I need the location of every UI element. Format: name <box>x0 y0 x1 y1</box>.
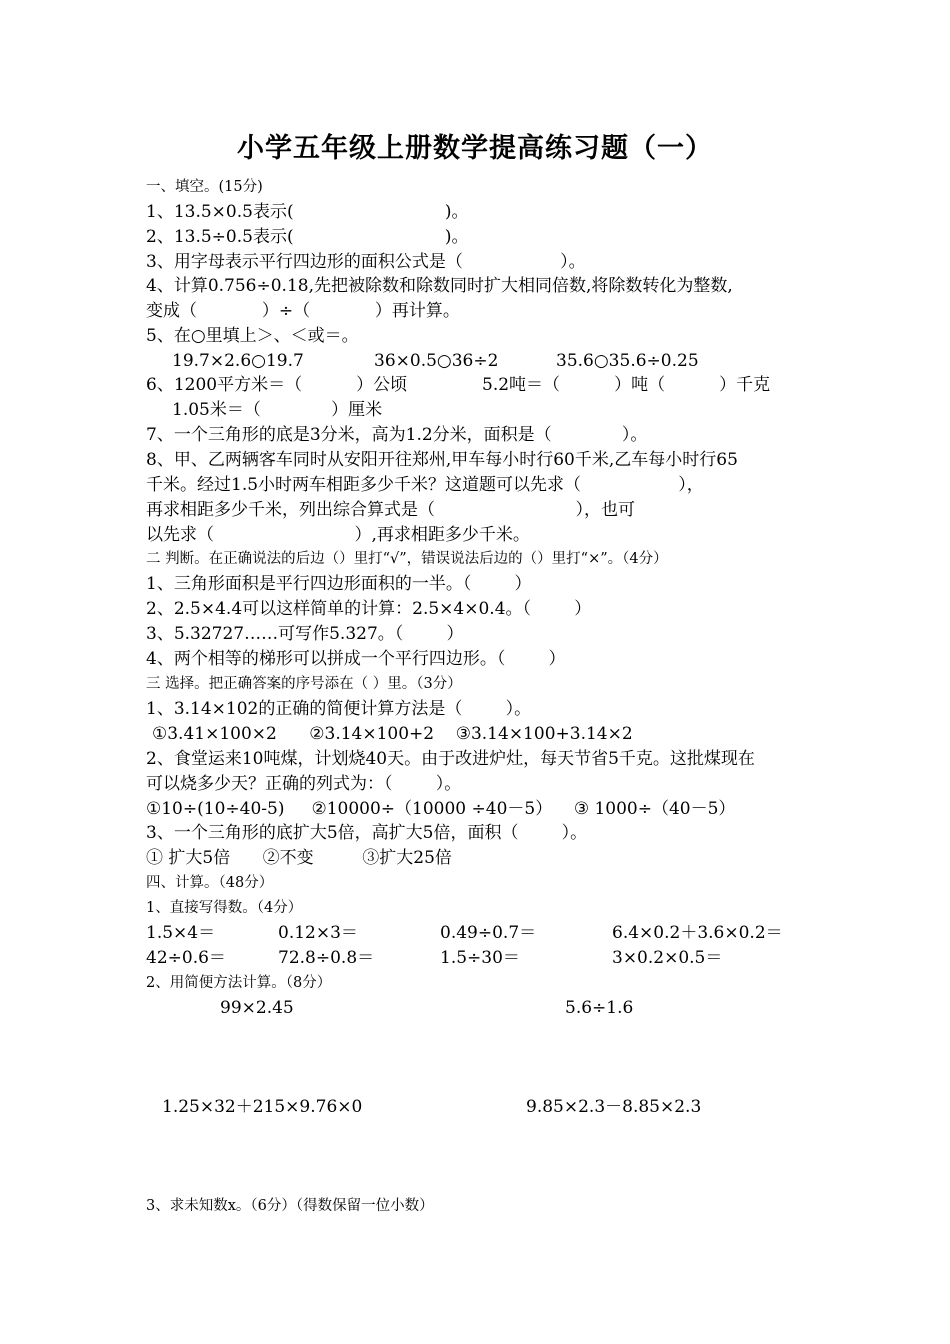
section-choice-heading: 三 选择。把正确答案的序号添在（ ）里。（3分） <box>146 676 462 692</box>
page-title: 小学五年级上册数学提高练习题（一） <box>237 133 713 164</box>
choice-q2-line1: 2、食堂运来10吨煤，计划烧40天。由于改进炉灶，每天节省5千克。这批煤现在 <box>146 749 755 769</box>
calc-part2-heading: 2、用简便方法计算。（8分） <box>146 975 332 991</box>
simplify-item-3: 1.25×32＋215×9.76×0 <box>162 1097 363 1117</box>
section-judge-heading: 二 判断。在正确说法的后边（）里打“√”，错误说法后边的（）里打“×”。（4分） <box>146 551 668 567</box>
simplify-item-2: 5.6÷1.6 <box>565 998 634 1018</box>
calc-item: 6.4×0.2＋3.6×0.2＝ <box>612 923 783 943</box>
calc-item: 72.8÷0.8＝ <box>278 948 375 968</box>
judge-q1: 1、三角形面积是平行四边形面积的一半。（ ） <box>146 574 532 594</box>
calc-part3-heading: 3、求未知数x。（6分）（得数保留一位小数） <box>146 1198 434 1214</box>
judge-q2: 2、2.5×4.4可以这样简单的计算：2.5×4×0.4。（ ） <box>146 599 592 619</box>
fill-q8-line3: 再求相距多少千米，列出综合算式是（ ），也可 <box>146 500 635 520</box>
section-calc-heading: 四、计算。（48分） <box>146 875 274 891</box>
fill-q4-line1: 4、计算0.756÷0.18,先把被除数和除数同时扩大相同倍数,将除数转化为整数, <box>146 276 733 296</box>
fill-q6-line1-b: 5.2吨＝（ ）吨（ ）千克 <box>482 375 771 395</box>
simplify-item-1: 99×2.45 <box>220 998 294 1018</box>
calc-item: 0.12×3＝ <box>278 923 358 943</box>
fill-q6-line2: 1.05米＝（ ）厘米 <box>172 400 383 420</box>
calc-item: 1.5×4＝ <box>146 923 216 943</box>
choice-q1-options: ①3.41×100×2 ②3.14×100+2 ③3.14×100+3.14×2 <box>152 724 633 744</box>
fill-q5-item-b: 36×0.5○36÷2 <box>374 351 499 371</box>
section-fill-heading: 一、填空。(15分) <box>146 179 263 195</box>
fill-q7: 7、一个三角形的底是3分米，高为1.2分米，面积是（ ）。 <box>146 425 648 445</box>
choice-q1: 1、3.14×102的正确的简便计算方法是（ ）。 <box>146 699 532 719</box>
choice-q3-options: ① 扩大5倍 ②不变 ③扩大25倍 <box>146 848 452 868</box>
fill-q3: 3、用字母表示平行四边形的面积公式是（ ）。 <box>146 252 586 272</box>
calc-part1-heading: 1、直接写得数。（4分） <box>146 900 303 916</box>
calc-item: 1.5÷30＝ <box>440 948 520 968</box>
fill-q2: 2、13.5÷0.5表示( )。 <box>146 227 469 247</box>
fill-q6-line1-a: 6、1200平方米＝（ ）公顷 <box>146 375 408 395</box>
fill-q5-item-c: 35.6○35.6÷0.25 <box>556 351 699 371</box>
judge-q3: 3、5.32727……可写作5.327。（ ） <box>146 624 464 644</box>
calc-item: 42÷0.6＝ <box>146 948 226 968</box>
fill-q5: 5、在○里填上＞、＜或＝。 <box>146 326 359 346</box>
fill-q8-line1: 8、甲、乙两辆客车同时从安阳开往郑州,甲车每小时行60千米,乙车每小时行65 <box>146 450 738 470</box>
fill-q5-item-a: 19.7×2.6○19.7 <box>172 351 304 371</box>
fill-q8-line2: 千米。经过1.5小时两车相距多少千米？这道题可以先求（ ）， <box>146 475 704 495</box>
simplify-item-4: 9.85×2.3－8.85×2.3 <box>526 1097 702 1117</box>
judge-q4: 4、两个相等的梯形可以拼成一个平行四边形。（ ） <box>146 649 566 669</box>
calc-item: 0.49÷0.7＝ <box>440 923 537 943</box>
fill-q8-line4: 以先求（ ）,再求相距多少千米。 <box>146 525 530 545</box>
choice-q3: 3、一个三角形的底扩大5倍，高扩大5倍，面积（ ）。 <box>146 823 588 843</box>
choice-q2-line2: 可以烧多少天？正确的列式为：（ ）。 <box>146 774 462 794</box>
fill-q1: 1、13.5×0.5表示( )。 <box>146 202 469 222</box>
fill-q4-line2: 变成（ ）÷（ ）再计算。 <box>146 301 460 321</box>
choice-q2-options: ①10÷(10÷40-5) ②10000÷（10000 ÷40－5） ③ 1000÷（40－5） <box>146 799 736 819</box>
calc-item: 3×0.2×0.5＝ <box>612 948 723 968</box>
